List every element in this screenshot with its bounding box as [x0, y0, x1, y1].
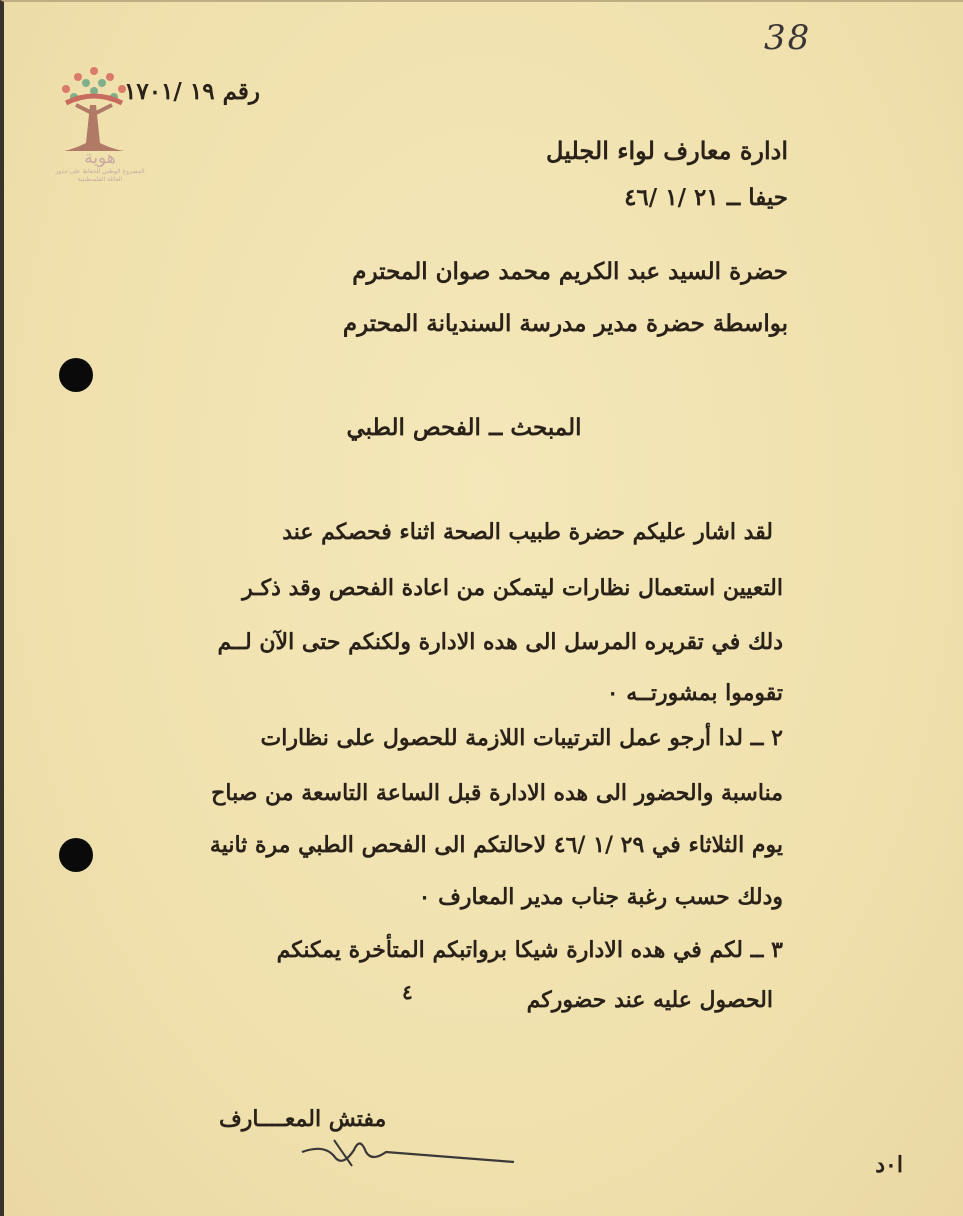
body-line: يوم الثلاثاء في ٢٩ /١ /٤٦ لاحالتكم الى الفحص الطبي مرة ثانية — [209, 832, 783, 858]
logo-subtitle: المشروع الوطني للحفاظ على جذور العائلة الفلسطينية — [55, 168, 145, 183]
page-number: 38 — [764, 18, 812, 58]
body-line: ودلك حسب رغبة جناب مدير المعارف ٠ — [418, 884, 783, 910]
subject-line: المبحث ــ الفحص الطبي — [346, 414, 582, 441]
body-line: التعيين استعمال نظارات ليتمكن من اعادة الفحص وقد ذكـر — [242, 575, 783, 601]
punch-hole — [59, 838, 93, 872]
organization-name: ادارة معارف لواء الجليل — [546, 136, 788, 165]
typist-initials: ا٠د — [875, 1152, 903, 1178]
via-line: بواسطة حضرة مدير مدرسة السنديانة المحترم — [342, 310, 788, 337]
body-line: مناسبة والحضور الى هده الادارة قبل الساعة التاسعة من صباح — [211, 780, 783, 806]
body-line: دلك في تقريره المرسل الى هده الادارة ولكنكم حتى الآن لــم — [217, 629, 783, 655]
body-line: ٣ ــ لكم في هده الادارة شيكا برواتبكم المتأخرة يمكنكم — [276, 937, 783, 963]
body-line: تقوموا بمشورتــه ٠ — [606, 680, 783, 706]
punch-hole — [59, 358, 93, 392]
logo-caption — [48, 148, 152, 184]
recipient-line: حضرة السيد عبد الكريم محمد صوان المحترم — [352, 258, 788, 285]
body-line: الحصول عليه عند حضوركم — [526, 987, 773, 1013]
margin-mark: ٤ — [402, 980, 413, 1004]
reference-number: رقم ١٩ /١٧٠١ — [124, 78, 260, 105]
place-date: حيفا ــ ٢١ /١ /٤٦ — [624, 184, 788, 211]
body-line: لقد اشار عليكم حضرة طبيب الصحة اثناء فحصكم عند — [282, 519, 773, 545]
handwritten-signature — [294, 1122, 524, 1182]
logo-name: هوية — [84, 148, 116, 168]
signature-title: مفتش المعــــارف — [219, 1106, 387, 1132]
body-line: ٢ ــ لدا أرجو عمل الترتيبات اللازمة للحصول على نظارات — [260, 725, 783, 751]
